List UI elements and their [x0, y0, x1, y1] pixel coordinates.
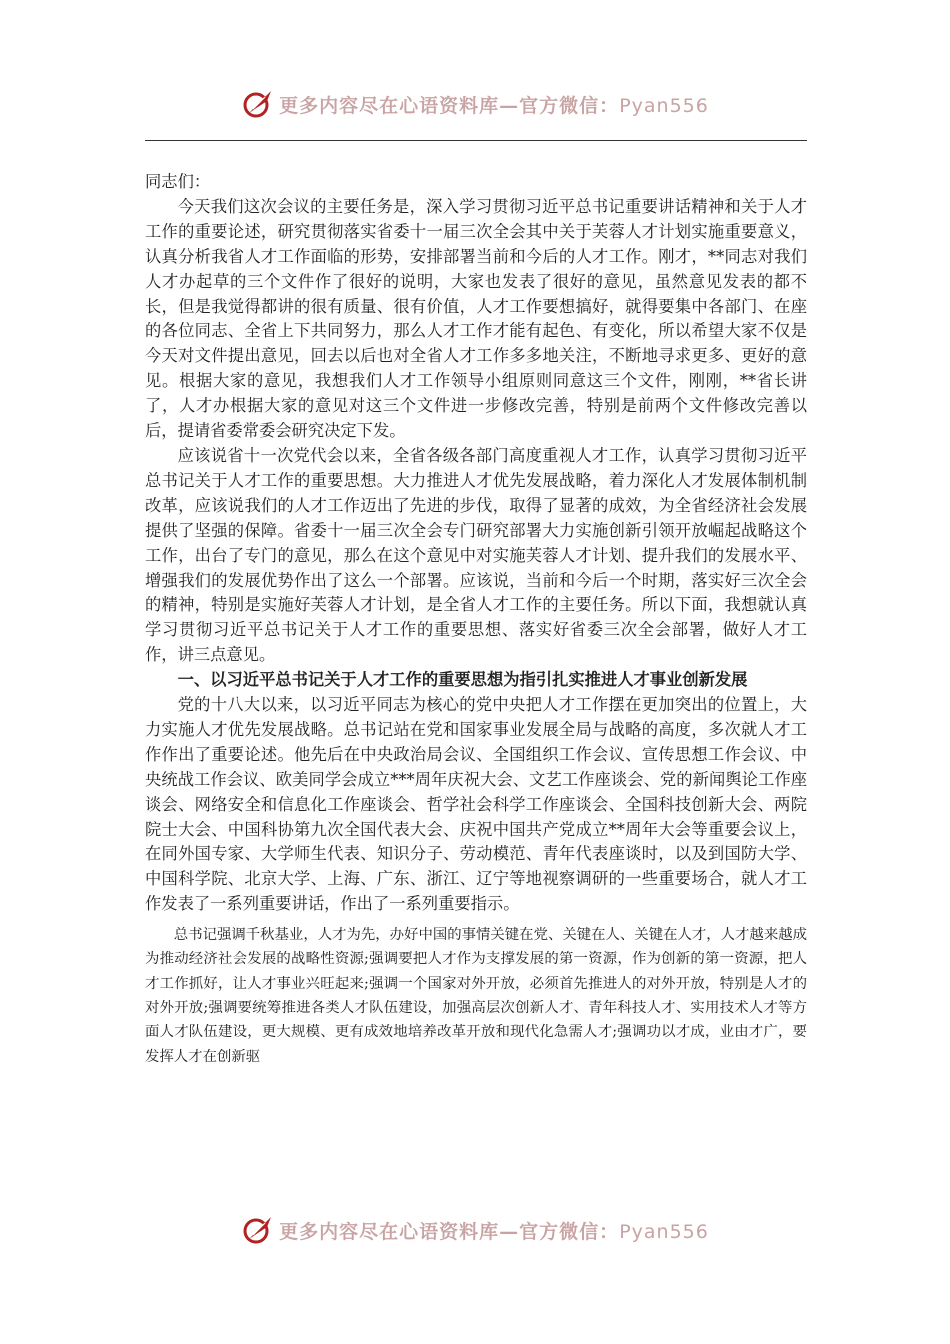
watermark-separator: — [499, 1220, 520, 1243]
body-paragraph-small: 总书记强调千秋基业，人才为先，办好中国的事情关键在党、关键在人、关键在人才，人才越来越成为推动经济社会发展的战略性资源;强调要把人才作为支撑发展的第一资源，作为创新的第一资源，把人才工作抓好，让人才事业兴旺起来;强调一个国家对外开放，必须首先推进人的对外开放，特别是人才的对外开放;强调要统筹推进各类人才队伍建设，加强高层次创新人才、青年科技人才、实用技术人才等方面人才队伍建设，更大规模、更有成效地培养改革开放和现代化急需人才;强调功以才成，业由才广，要发挥人才在创新驱 [145, 927, 807, 1065]
watermark-separator: — [499, 94, 520, 117]
body-paragraph: 今天我们这次会议的主要任务是，深入学习贯彻习近平总书记重要讲话精神和关于人才工作的重要论述，研究贯彻落实省委十一届三次全会其中关于芙蓉人才计划实施重要意义，认真分析我省人才工作面临的形势，安排部署当前和今后的人才工作。刚才，**同志对我们人才办起草的三个文件作了很好的说明，大家也发表了很好的意见，虽然意见发表的都不长，但是我觉得都讲的很有质量、很有价值，人才工作要想搞好，就得要集中各部门、在座的各位同志、全省上下共同努力，那么人才工作才能有起色、有变化，所以希望大家不仅是今天对文件提出意见，回去以后也对全省人才工作多多地关注，不断地寻求更多、更好的意见。根据大家的意见，我想我们人才工作领导小组原则同意这三个文件，刚刚，**省长讲了，人才办根据大家的意见对这三个文件进一步修改完善，特别是前两个文件修改完善以后，提请省委常委会研究决定下发。 [145, 196, 807, 441]
watermark-contact: 官方微信： [519, 1220, 620, 1243]
footer-watermark [0, 1210, 950, 1250]
watermark-text [279, 91, 709, 118]
quill-logo-icon [241, 87, 275, 121]
watermark-brand: 更多内容尽在心语资料库 [279, 94, 500, 117]
watermark-wechat-id: Pyan556 [619, 94, 709, 117]
watermark-contact: 官方微信： [519, 94, 620, 117]
header-watermark [0, 84, 950, 124]
watermark-text [279, 1217, 709, 1244]
section-heading: 一、以习近平总书记关于人才工作的重要思想为指引扎实推进人才事业创新发展 [177, 670, 748, 690]
header-divider [145, 140, 807, 141]
body-paragraph: 党的十八大以来，以习近平同志为核心的党中央把人才工作摆在更加突出的位置上，大力实施人才优先发展战略。总书记站在党和国家事业发展全局与战略的高度，多次就人才工作作出了重要论述。他先后在中央政治局会议、全国组织工作会议、宣传思想工作会议、中央统战工作会议、欧美同学会成立***周年庆祝大会、文艺工作座谈会、党的新闻舆论工作座谈会、网络安全和信息化工作座谈会、哲学社会科学工作座谈会、全国科技创新大会、两院院士大会、中国科协第九次全国代表大会、庆祝中国共产党成立**周年大会等重要会议上，在同外国专家、大学师生代表、知识分子、劳动模范、青年代表座谈时，以及到国防大学、中国科学院、北京大学、上海、广东、浙江、辽宁等地视察调研的一些重要场合，就人才工作发表了一系列重要讲话，作出了一系列重要指示。 [145, 695, 807, 914]
salutation: 同志们： [145, 172, 211, 191]
document-body [145, 170, 807, 1069]
watermark-brand: 更多内容尽在心语资料库 [279, 1220, 500, 1243]
quill-logo-icon [241, 1213, 275, 1247]
watermark-wechat-id: Pyan556 [619, 1220, 709, 1243]
body-paragraph: 应该说省十一次党代会以来，全省各级各部门高度重视人才工作，认真学习贯彻习近平总书记关于人才工作的重要思想。大力推进人才优先发展战略，着力深化人才发展体制机制改革，应该说我们的人才工作迈出了先进的步伐，取得了显著的成效，为全省经济社会发展提供了坚强的保障。省委十一届三次全会专门研究部署大力实施创新引领开放崛起战略这个工作，出台了专门的意见，那么在这个意见中对实施芙蓉人才计划、提升我们的发展水平、增强我们的发展优势作出了这么一个部署。应该说，当前和今后一个时期，落实好三次全会的精神，特别是实施好芙蓉人才计划，是全省人才工作的主要任务。所以下面，我想就认真学习贯彻习近平总书记关于人才工作的重要思想、落实好省委三次全会部署，做好人才工作，讲三点意见。 [145, 445, 807, 665]
